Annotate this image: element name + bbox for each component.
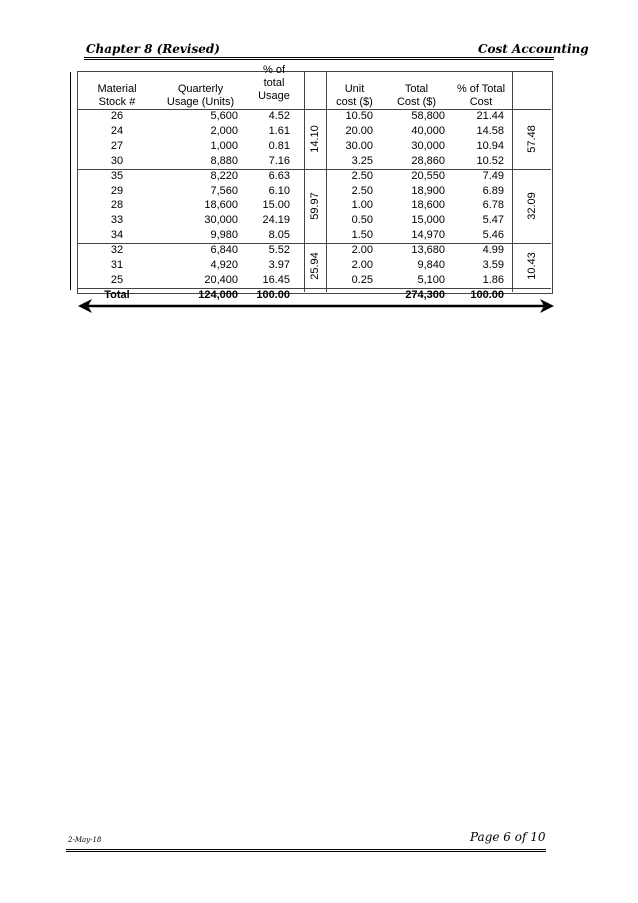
pct-cost: 10.94: [476, 140, 504, 152]
total-cost: 18,600: [411, 199, 445, 211]
total-pct-usage: 100.00: [256, 289, 290, 301]
group-usage-pct: 59.97: [309, 192, 321, 220]
pct-cost: 3.59: [482, 259, 504, 271]
total-cost: 18,900: [411, 185, 445, 197]
header-rule: [84, 57, 554, 58]
pct-usage: 15.00: [262, 199, 290, 211]
total-cost: 20,550: [411, 170, 445, 182]
header-subject: Cost Accounting: [478, 42, 589, 56]
pct-cost: 21.44: [476, 110, 504, 122]
pct-usage: 24.19: [262, 214, 290, 226]
unit-cost: 30.00: [345, 140, 373, 152]
unit-cost: 3.25: [351, 155, 373, 167]
header-total-cost: Total: [404, 83, 429, 95]
total-cost: 5,100: [417, 274, 445, 286]
quarterly-usage: 4,920: [210, 259, 238, 271]
quarterly-usage: 8,220: [210, 170, 238, 182]
quarterly-usage: 9,980: [210, 229, 238, 241]
stock-number: 27: [110, 140, 124, 152]
quarterly-usage: 5,600: [210, 110, 238, 122]
total-usage: 124,000: [198, 289, 238, 301]
stock-number: 29: [110, 185, 124, 197]
stock-number: 26: [110, 110, 124, 122]
header-total-cost: Cost ($): [396, 96, 437, 108]
total-pct-cost: 100.00: [470, 289, 504, 301]
total-label: Total: [104, 289, 130, 301]
header-quarterly-usage: Quarterly: [177, 83, 224, 95]
stock-number: 32: [110, 244, 124, 256]
quarterly-usage: 7,560: [210, 185, 238, 197]
pct-usage: 3.97: [268, 259, 290, 271]
header-pct-cost: Cost: [469, 96, 493, 108]
total-cost: 9,840: [417, 259, 445, 271]
unit-cost: 0.25: [351, 274, 373, 286]
stock-number: 28: [110, 199, 124, 211]
quarterly-usage: 20,400: [204, 274, 238, 286]
stock-number: 35: [110, 170, 124, 182]
header-material-stock: Stock #: [98, 96, 136, 108]
stock-number: 25: [110, 274, 124, 286]
pct-usage: 6.63: [268, 170, 290, 182]
header-chapter: Chapter 8 (Revised): [86, 42, 220, 56]
quarterly-usage: 6,840: [210, 244, 238, 256]
group-usage-pct: 14.10: [309, 125, 321, 153]
total-cost: 40,000: [411, 125, 445, 137]
pct-cost: 14.58: [476, 125, 504, 137]
header-quarterly-usage: Usage (Units): [166, 96, 235, 108]
pct-usage: 0.81: [268, 140, 290, 152]
unit-cost: 2.50: [351, 185, 373, 197]
header-pct-usage: total: [263, 77, 285, 89]
total-cost: 15,000: [411, 214, 445, 226]
grid-line: [77, 243, 551, 244]
grid-line: [77, 169, 551, 170]
pct-cost: 6.78: [482, 199, 504, 211]
pct-cost: 10.52: [476, 155, 504, 167]
unit-cost: 0.50: [351, 214, 373, 226]
pct-cost: 6.89: [482, 185, 504, 197]
quarterly-usage: 30,000: [204, 214, 238, 226]
total-cost: 30,000: [411, 140, 445, 152]
unit-cost: 10.50: [345, 110, 373, 122]
total-cost: 13,680: [411, 244, 445, 256]
footer-rule-thin: [66, 851, 546, 852]
pct-usage: 7.16: [268, 155, 290, 167]
grid-line: [326, 71, 327, 292]
grid-line: [512, 71, 513, 292]
header-pct-usage: Usage: [258, 90, 290, 102]
unit-cost: 1.50: [351, 229, 373, 241]
group-cost-pct: 10.43: [525, 251, 538, 280]
pct-usage: 6.10: [268, 185, 290, 197]
unit-cost: 1.00: [351, 199, 373, 211]
grid-line: [304, 71, 305, 292]
pct-cost: 1.86: [482, 274, 504, 286]
quarterly-usage: 18,600: [204, 199, 238, 211]
stock-number: 30: [110, 155, 124, 167]
pct-usage: 1.61: [268, 125, 290, 137]
group-cost-pct: 57.48: [525, 125, 538, 153]
pct-usage: 5.52: [268, 244, 290, 256]
header-unit-cost: cost ($): [336, 96, 373, 108]
pct-cost: 4.99: [482, 244, 504, 256]
header-pct-usage: % of: [262, 64, 285, 76]
stock-number: 33: [110, 214, 124, 226]
grid-line: [77, 288, 551, 289]
double-arrow-icon: [78, 296, 554, 316]
stock-number: 24: [110, 125, 124, 137]
grid-line: [77, 109, 551, 110]
header-rule-thin: [84, 59, 554, 60]
total-cost: 58,800: [411, 110, 445, 122]
pct-cost: 7.49: [482, 170, 504, 182]
pct-cost: 5.47: [482, 214, 504, 226]
total-cost-sum: 274,300: [405, 289, 445, 301]
total-cost: 28,860: [411, 155, 445, 167]
footer-date: 2-May-18: [68, 836, 102, 844]
header-unit-cost: Unit: [344, 83, 365, 95]
pct-usage: 16.45: [262, 274, 290, 286]
pct-usage: 8.05: [268, 229, 290, 241]
header-pct-cost: % of Total: [456, 83, 506, 95]
header-material-stock: Material: [97, 83, 137, 95]
quarterly-usage: 2,000: [210, 125, 238, 137]
group-cost-pct: 32.09: [525, 192, 538, 220]
total-cost: 14,970: [411, 229, 445, 241]
group-usage-pct: 25.94: [309, 251, 321, 280]
unit-cost: 2.00: [351, 259, 373, 271]
pct-cost: 5.46: [482, 229, 504, 241]
footer-page-number: Page 6 of 10: [470, 830, 546, 844]
stock-number: 31: [110, 259, 124, 271]
quarterly-usage: 1,000: [210, 140, 238, 152]
quarterly-usage: 8,880: [210, 155, 238, 167]
footer-rule: [66, 849, 546, 850]
unit-cost: 2.00: [351, 244, 373, 256]
pct-usage: 4.52: [268, 110, 290, 122]
unit-cost: 2.50: [351, 170, 373, 182]
unit-cost: 20.00: [345, 125, 373, 137]
stock-number: 34: [110, 229, 124, 241]
margin-line: [70, 72, 71, 290]
